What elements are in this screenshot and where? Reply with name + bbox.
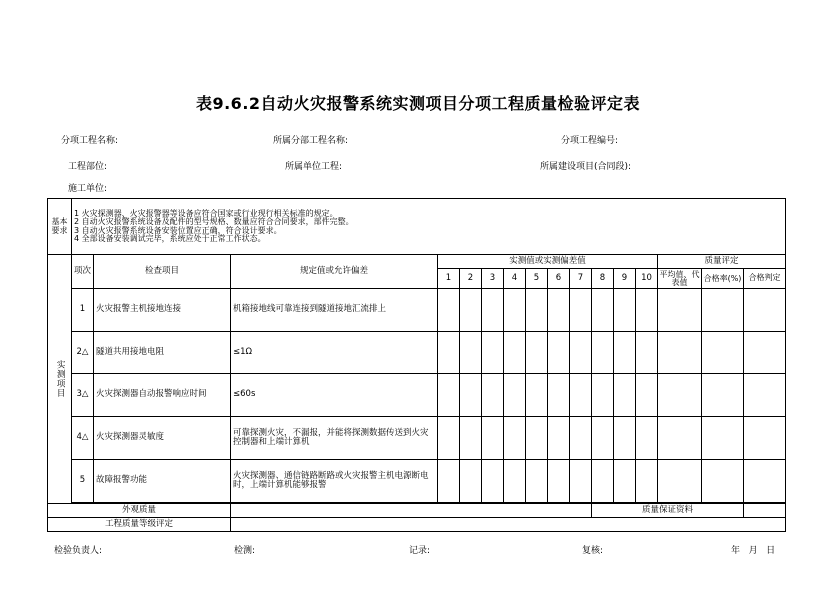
measure-col-header: 10 <box>636 269 658 289</box>
measure-cell[interactable] <box>548 332 570 374</box>
measure-cell[interactable] <box>614 417 636 460</box>
col-average: 平均值、代表值 <box>659 269 700 287</box>
measure-cell[interactable] <box>570 289 592 332</box>
measure-cell[interactable] <box>570 460 592 503</box>
col-pass-rate: 合格率(%) <box>702 269 744 289</box>
measure-cell[interactable] <box>636 374 658 417</box>
measure-cell[interactable] <box>526 460 548 503</box>
construction-unit-label: 施工单位: <box>68 184 108 194</box>
check-item: 故障报警功能 <box>94 460 231 503</box>
table-row <box>48 332 786 374</box>
recorder-label: 记录: <box>409 546 431 556</box>
measure-cell[interactable] <box>570 417 592 460</box>
average-cell[interactable] <box>658 332 702 374</box>
item-no: 1 <box>72 289 94 332</box>
measure-col-header: 9 <box>614 269 636 289</box>
item-no: 3△ <box>72 374 94 417</box>
average-cell[interactable] <box>658 460 702 503</box>
measure-cell[interactable] <box>614 332 636 374</box>
pass-rate-cell[interactable] <box>702 332 744 374</box>
measure-cell[interactable] <box>614 289 636 332</box>
parent-construction-project-label: 所属建设项目(合同段): <box>540 162 632 172</box>
measure-cell[interactable] <box>636 460 658 503</box>
measure-cell[interactable] <box>570 374 592 417</box>
measure-cell[interactable] <box>526 289 548 332</box>
measure-cell[interactable] <box>482 417 504 460</box>
measure-col-header: 7 <box>570 269 592 289</box>
spec-value: ≤1Ω <box>231 332 438 374</box>
measure-cell[interactable] <box>548 374 570 417</box>
measure-cell[interactable] <box>526 374 548 417</box>
measure-cell[interactable] <box>548 289 570 332</box>
parent-project-name-label: 所属分部工程名称: <box>273 136 349 146</box>
basic-requirements-text <box>72 199 786 255</box>
judgement-cell[interactable] <box>744 332 786 374</box>
judgement-cell[interactable] <box>744 460 786 503</box>
measure-col-header: 3 <box>482 269 504 289</box>
measure-cell[interactable] <box>526 417 548 460</box>
table-row <box>48 460 786 503</box>
measured-section-label: 实测项目 <box>55 360 66 398</box>
inspection-table <box>47 198 786 532</box>
measure-col-header: 2 <box>460 269 482 289</box>
measure-cell[interactable] <box>482 374 504 417</box>
measure-cell[interactable] <box>636 417 658 460</box>
measure-cell[interactable] <box>438 460 460 503</box>
requirement-line: 4 全部设备安装调试完毕，系统应处于正常工作状态。 <box>74 233 266 243</box>
measure-cell[interactable] <box>504 374 526 417</box>
average-cell[interactable] <box>658 374 702 417</box>
measure-cell[interactable] <box>592 460 614 503</box>
measure-cell[interactable] <box>548 460 570 503</box>
judgement-cell[interactable] <box>744 417 786 460</box>
pass-rate-cell[interactable] <box>702 289 744 332</box>
measure-cell[interactable] <box>460 332 482 374</box>
measure-cell[interactable] <box>570 332 592 374</box>
basic-requirements-row <box>48 199 786 255</box>
subproject-name-label: 分项工程名称: <box>61 136 119 146</box>
measure-col-header: 1 <box>438 269 460 289</box>
measure-cell[interactable] <box>526 332 548 374</box>
basic-requirements-label: 基本要求 <box>48 199 72 255</box>
page-title: 表9.6.2自动火灾报警系统实测项目分项工程质量检验评定表 <box>195 94 641 113</box>
measure-col-header: 5 <box>526 269 548 289</box>
measure-cell[interactable] <box>592 289 614 332</box>
pass-rate-cell[interactable] <box>702 417 744 460</box>
check-item: 火灾探测器灵敏度 <box>94 417 231 460</box>
judgement-cell[interactable] <box>744 374 786 417</box>
grade-assessment-label: 工程质量等级评定 <box>48 518 231 532</box>
subproject-no-label: 分项工程编号: <box>561 136 619 146</box>
measure-cell[interactable] <box>504 417 526 460</box>
measure-cell[interactable] <box>460 374 482 417</box>
pass-rate-cell[interactable] <box>702 460 744 503</box>
project-location-label: 工程部位: <box>68 162 108 172</box>
measure-cell[interactable] <box>504 460 526 503</box>
measure-cell[interactable] <box>438 374 460 417</box>
col-quality-group: 质量评定 <box>658 255 786 269</box>
measure-cell[interactable] <box>460 289 482 332</box>
col-check-item: 检查项目 <box>94 255 231 289</box>
measure-col-header: 4 <box>504 269 526 289</box>
appearance-quality-row <box>48 504 786 518</box>
measure-cell[interactable] <box>460 417 482 460</box>
check-item: 火灾报警主机接地连接 <box>94 289 231 332</box>
measure-col-header: 8 <box>592 269 614 289</box>
inspector-lead-label: 检验负责人: <box>54 546 103 556</box>
appearance-quality-value[interactable] <box>231 504 592 518</box>
requirement-line: 3 自动火灾报警系统设备安装位置应正确，符合设计要求。 <box>74 225 282 235</box>
quality-docs-label: 质量保证资料 <box>592 504 744 518</box>
measure-cell[interactable] <box>636 289 658 332</box>
measure-cell[interactable] <box>614 374 636 417</box>
appearance-quality-label: 外观质量 <box>48 504 231 518</box>
measure-col-header: 6 <box>548 269 570 289</box>
measure-cell[interactable] <box>438 332 460 374</box>
average-cell[interactable] <box>658 289 702 332</box>
requirement-line: 1 火灾探测器、火灾报警器等设备应符合国家或行业现行相关标准的规定。 <box>74 208 338 218</box>
measure-cell[interactable] <box>482 460 504 503</box>
check-item: 火灾探测器自动报警响应时间 <box>94 374 231 417</box>
measured-section-label-cell <box>48 255 72 504</box>
reviewer-label: 复核: <box>582 546 604 556</box>
col-spec: 规定值或允许偏差 <box>231 255 438 289</box>
table-row <box>48 374 786 417</box>
measure-cell[interactable] <box>460 460 482 503</box>
parent-unit-project-label: 所属单位工程: <box>285 162 343 172</box>
date-label: 年 月 日 <box>731 546 776 556</box>
grade-assessment-value[interactable] <box>231 518 786 532</box>
col-judgement: 合格判定 <box>744 269 786 289</box>
average-cell[interactable] <box>658 417 702 460</box>
measure-cell[interactable] <box>636 332 658 374</box>
spec-value: 可靠探测火灾，不漏报，并能将探测数据传送到火灾控制器和上端计算机 <box>231 417 438 460</box>
requirement-line: 2 自动火灾报警系统设备及配件的型号规格、数量应符合合同要求，部件完整。 <box>74 217 354 227</box>
spec-value: 火灾探测器、通信链路断路或火灾报警主机电源断电时，上端计算机能够报警 <box>231 460 438 503</box>
tester-label: 检测: <box>234 546 256 556</box>
measure-cell[interactable] <box>504 289 526 332</box>
spec-value: 机箱接地线可靠连接到隧道接地汇流排上 <box>231 289 438 332</box>
judgement-cell[interactable] <box>744 289 786 332</box>
quality-docs-value[interactable] <box>744 504 786 518</box>
item-no: 4△ <box>72 417 94 460</box>
measure-cell[interactable] <box>614 460 636 503</box>
spec-value: ≤60s <box>231 374 438 417</box>
table-row <box>48 417 786 460</box>
measure-cell[interactable] <box>482 289 504 332</box>
measure-cell[interactable] <box>482 332 504 374</box>
header-row-1 <box>48 255 786 269</box>
measure-cell[interactable] <box>438 417 460 460</box>
grade-assessment-row <box>48 518 786 532</box>
measure-cell[interactable] <box>592 374 614 417</box>
check-item: 隧道共用接地电阻 <box>94 332 231 374</box>
item-no: 5 <box>72 460 94 503</box>
measure-cell[interactable] <box>592 417 614 460</box>
measure-cell[interactable] <box>592 332 614 374</box>
measure-cell[interactable] <box>438 289 460 332</box>
measure-cell[interactable] <box>548 417 570 460</box>
measure-cell[interactable] <box>504 332 526 374</box>
table-row <box>48 289 786 332</box>
pass-rate-cell[interactable] <box>702 374 744 417</box>
item-no: 2△ <box>72 332 94 374</box>
col-measured-group: 实测值或实测偏差值 <box>438 255 658 269</box>
col-item-no: 项次 <box>72 255 94 289</box>
